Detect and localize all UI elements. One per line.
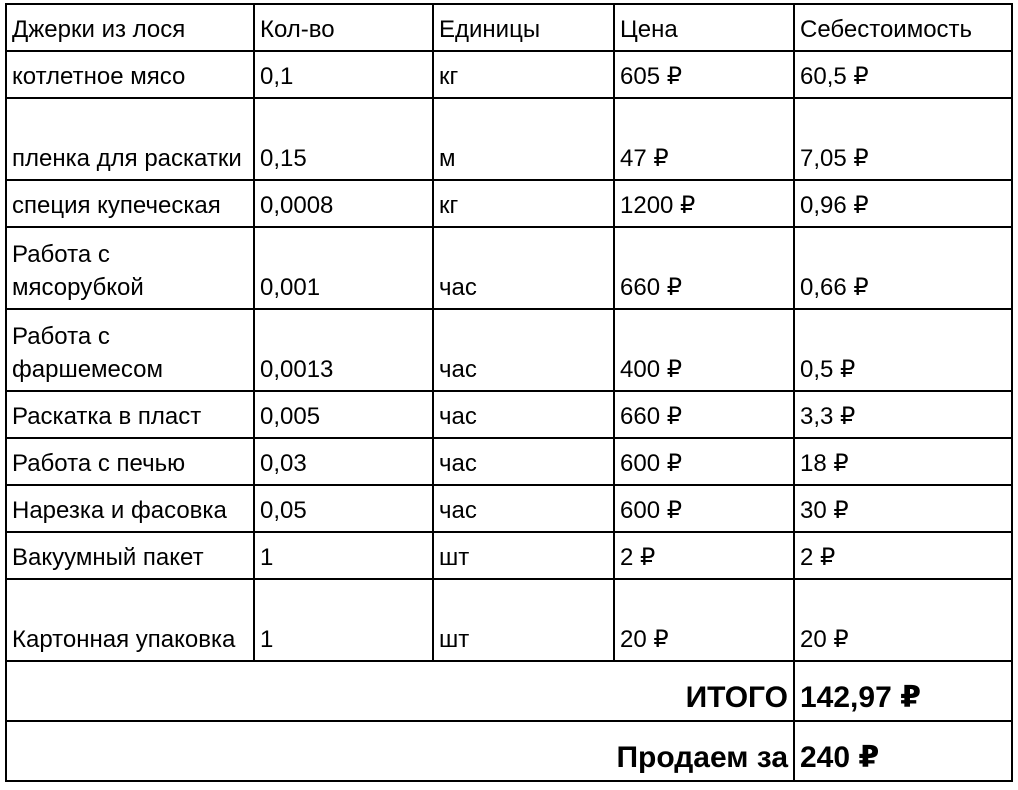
cell-quantity[interactable]: 0,03 (254, 438, 433, 485)
cell-price[interactable]: 605 ₽ (614, 51, 794, 98)
cell-quantity[interactable]: 0,005 (254, 391, 433, 438)
table-row (6, 309, 1012, 391)
cell-item[interactable]: Работа с печью (6, 438, 254, 485)
table-row (6, 180, 1012, 227)
cell-item[interactable]: Вакуумный пакет (6, 532, 254, 579)
cell-quantity[interactable]: 1 (254, 532, 433, 579)
cell-item[interactable]: специя купеческая (6, 180, 254, 227)
table-row (6, 98, 1012, 180)
cell-item[interactable]: Работа с фаршемесом (6, 309, 254, 391)
cell-quantity[interactable]: 0,1 (254, 51, 433, 98)
cell-units[interactable]: шт (433, 532, 614, 579)
cell-cost[interactable]: 18 ₽ (794, 438, 1012, 485)
sale-row (6, 721, 1012, 781)
cell-item[interactable]: Картонная упаковка (6, 579, 254, 661)
cell-price[interactable]: 600 ₽ (614, 438, 794, 485)
cell-quantity[interactable]: 0,15 (254, 98, 433, 180)
header-row (6, 4, 1012, 51)
table-row (6, 532, 1012, 579)
cell-price[interactable]: 660 ₽ (614, 227, 794, 309)
cell-cost[interactable]: 3,3 ₽ (794, 391, 1012, 438)
cell-quantity[interactable]: 0,0013 (254, 309, 433, 391)
cell-price[interactable]: 400 ₽ (614, 309, 794, 391)
cell-quantity[interactable]: 0,0008 (254, 180, 433, 227)
cell-item[interactable]: Работа с мясорубкой (6, 227, 254, 309)
cell-price[interactable]: 600 ₽ (614, 485, 794, 532)
cell-units[interactable]: час (433, 227, 614, 309)
cell-price[interactable]: 47 ₽ (614, 98, 794, 180)
cell-cost[interactable]: 30 ₽ (794, 485, 1012, 532)
header-cost[interactable]: Себестоимость (794, 4, 1012, 51)
table-row (6, 438, 1012, 485)
cell-price[interactable]: 20 ₽ (614, 579, 794, 661)
cell-cost[interactable]: 0,96 ₽ (794, 180, 1012, 227)
cell-price[interactable]: 1200 ₽ (614, 180, 794, 227)
cell-units[interactable]: час (433, 309, 614, 391)
cell-price[interactable]: 660 ₽ (614, 391, 794, 438)
cell-cost[interactable]: 2 ₽ (794, 532, 1012, 579)
cell-units[interactable]: м (433, 98, 614, 180)
cell-units[interactable]: шт (433, 579, 614, 661)
sale-price-value[interactable]: 240 ₽ (794, 721, 1012, 781)
cell-units[interactable]: час (433, 485, 614, 532)
cell-quantity[interactable]: 0,05 (254, 485, 433, 532)
cell-item[interactable]: Нарезка и фасовка (6, 485, 254, 532)
cell-item[interactable]: котлетное мясо (6, 51, 254, 98)
table-row (6, 579, 1012, 661)
cell-cost[interactable]: 0,66 ₽ (794, 227, 1012, 309)
cell-price[interactable]: 2 ₽ (614, 532, 794, 579)
table-row (6, 51, 1012, 98)
header-units[interactable]: Единицы (433, 4, 614, 51)
total-label[interactable]: ИТОГО (6, 661, 794, 721)
cost-table (5, 3, 1013, 782)
header-quantity[interactable]: Кол-во (254, 4, 433, 51)
table-row (6, 485, 1012, 532)
header-price[interactable]: Цена (614, 4, 794, 51)
cell-cost[interactable]: 20 ₽ (794, 579, 1012, 661)
total-row (6, 661, 1012, 721)
cell-item[interactable]: Раскатка в пласт (6, 391, 254, 438)
sale-price-label[interactable]: Продаем за (6, 721, 794, 781)
cell-units[interactable]: час (433, 438, 614, 485)
cell-units[interactable]: час (433, 391, 614, 438)
cell-units[interactable]: кг (433, 180, 614, 227)
cell-cost[interactable]: 0,5 ₽ (794, 309, 1012, 391)
table-row (6, 391, 1012, 438)
cell-item[interactable]: пленка для раскатки (6, 98, 254, 180)
cell-quantity[interactable]: 0,001 (254, 227, 433, 309)
header-product[interactable]: Джерки из лося (6, 4, 254, 51)
cell-cost[interactable]: 7,05 ₽ (794, 98, 1012, 180)
cell-cost[interactable]: 60,5 ₽ (794, 51, 1012, 98)
cell-quantity[interactable]: 1 (254, 579, 433, 661)
total-value[interactable]: 142,97 ₽ (794, 661, 1012, 721)
table-row (6, 227, 1012, 309)
cell-units[interactable]: кг (433, 51, 614, 98)
